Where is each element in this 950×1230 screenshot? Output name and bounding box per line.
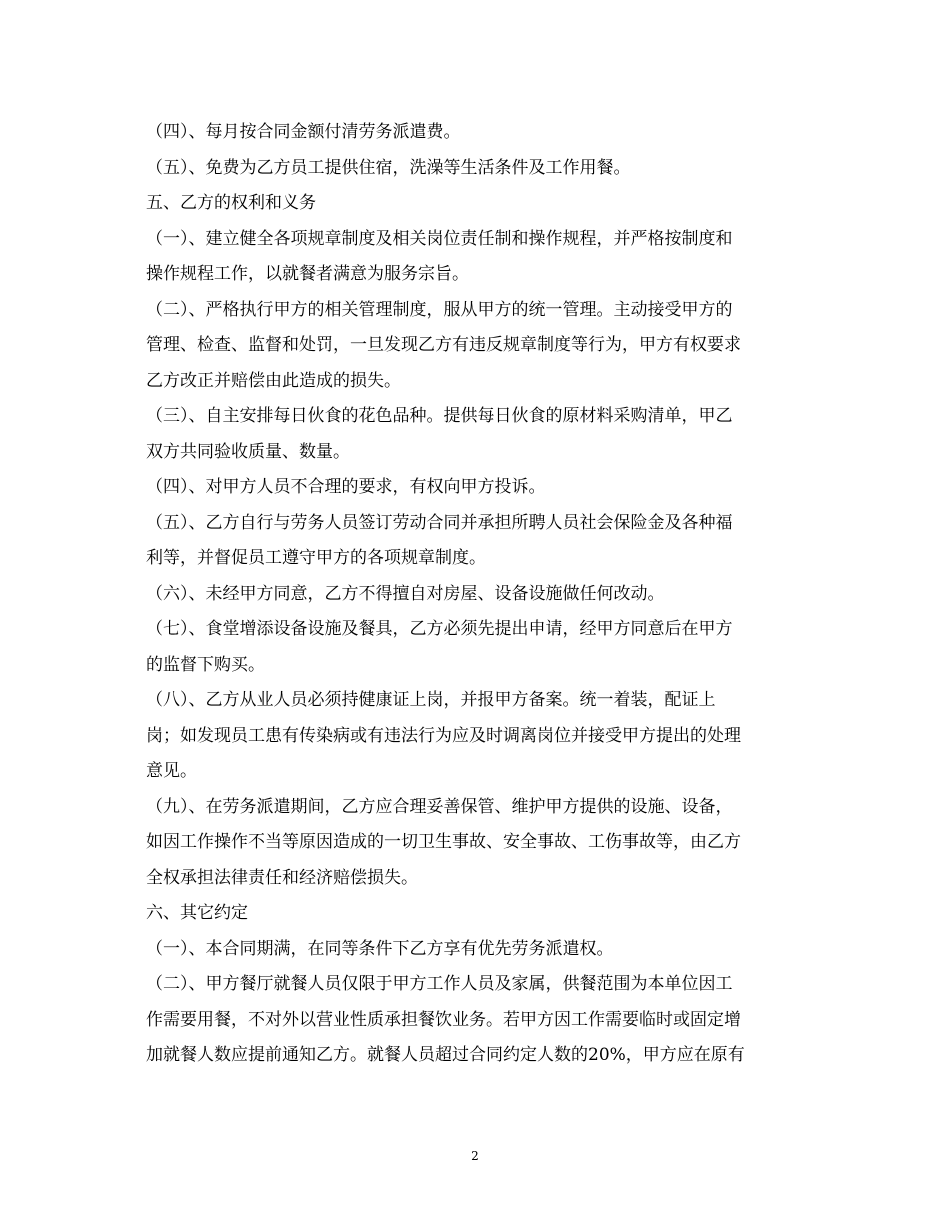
text-line: （二）、甲方餐厅就餐人员仅限于甲方工作人员及家属，供餐范围为本单位因工: [146, 974, 733, 994]
text-line: 的监督下购买。: [146, 654, 265, 675]
paragraph: [146, 222, 811, 293]
paragraph: [146, 506, 811, 577]
text-line: （五）、免费为乙方员工提供住宿，洗澡等生活条件及工作用餐。: [146, 157, 631, 178]
text-line: 利等，并督促员工遵守甲方的各项规章制度。: [146, 548, 486, 568]
paragraph: [146, 683, 811, 790]
text-line: （二）、严格执行甲方的相关管理制度，服从甲方的统一管理。主动接受甲方的: [146, 299, 733, 320]
text-line: 双方共同验收质量、数量。: [146, 441, 350, 462]
text-line: （一）、建立健全各项规章制度及相关岗位责任制和操作规程，并严格按制度和: [146, 228, 733, 249]
text-line: （一）、本合同期满，在同等条件下乙方享有优先劳务派遣权。: [146, 938, 614, 959]
text-line: 五、乙方的权利和义务: [146, 193, 316, 213]
paragraph: [146, 186, 811, 222]
text-line: （四）、对甲方人员不合理的要求，有权向甲方投诉。: [146, 477, 546, 497]
document-body: [146, 115, 811, 1074]
text-line: 岗；如发现员工患有传染病或有违法行为应及时调离岗位并接受甲方提出的处理: [146, 725, 741, 746]
paragraph: [146, 967, 811, 1074]
paragraph: [146, 612, 811, 683]
text-line: 加就餐人数应提前通知乙方。就餐人员超过合同约定人数的20%，甲方应在原有: [146, 1045, 745, 1065]
text-line: （六）、未经甲方同意，乙方不得擅自对房屋、设备设施做任何改动。: [146, 583, 665, 604]
paragraph: [146, 896, 811, 932]
text-line: （八）、乙方从业人员必须持健康证上岗，并报甲方备案。统一着装，配证上: [146, 690, 716, 710]
page-number: 2: [471, 1149, 479, 1163]
text-line: 乙方改正并赔偿由此造成的损失。: [146, 370, 401, 391]
text-line: 如因工作操作不当等原因造成的一切卫生事故、安全事故、工伤事故等，由乙方: [146, 832, 741, 852]
paragraph: [146, 577, 811, 613]
paragraph: [146, 470, 811, 506]
paragraph: [146, 399, 811, 470]
text-line: （七）、食堂增添设备设施及餐具，乙方必须先提出申请，经甲方同意后在甲方: [146, 619, 733, 639]
text-line: 操作规程工作，以就餐者满意为服务宗旨。: [146, 264, 469, 284]
text-line: （三）、自主安排每日伙食的花色品种。提供每日伙食的原材料采购清单，甲乙: [146, 406, 733, 426]
paragraph: [146, 790, 811, 897]
text-line: （五）、乙方自行与劳务人员签订劳动合同并承担所聘人员社会保险金及各种福: [146, 512, 733, 533]
text-line: 全权承担法律责任和经济赔偿损失。: [146, 867, 418, 888]
text-line: 意见。: [146, 761, 197, 781]
text-line: （四）、每月按合同金额付清劳务派遣费。: [146, 122, 461, 142]
paragraph: [146, 115, 811, 151]
paragraph: [146, 932, 811, 968]
paragraph: [146, 151, 811, 187]
paragraph: [146, 293, 811, 400]
text-line: 六、其它约定: [146, 903, 248, 923]
text-line: 作需要用餐，不对外以营业性质承担餐饮业务。若甲方因工作需要临时或固定增: [146, 1009, 741, 1030]
text-line: （九）、在劳务派遣期间，乙方应合理妥善保管、维护甲方提供的设施、设备，: [146, 796, 733, 817]
text-line: 管理、检查、监督和处罚，一旦发现乙方有违反规章制度等行为，甲方有权要求: [146, 335, 741, 355]
